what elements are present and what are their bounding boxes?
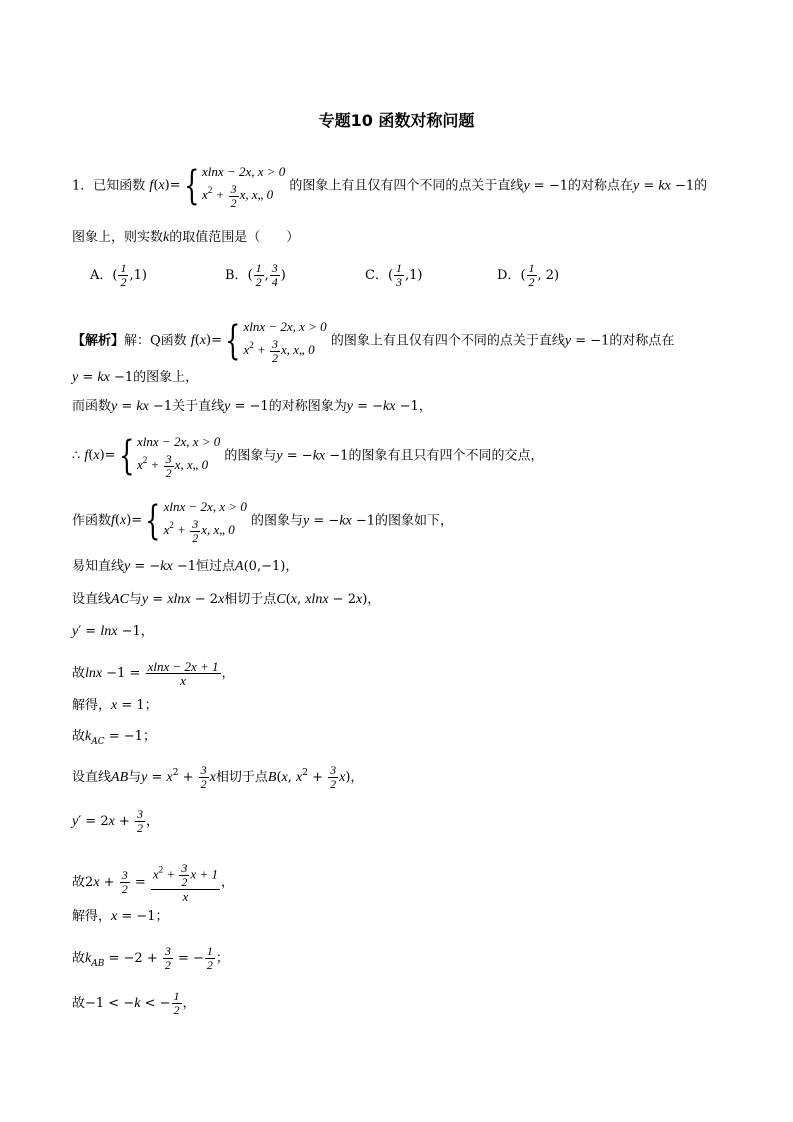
question-1-line-2: 图象上，则实数k的取值范围是（ ） — [72, 230, 300, 245]
page-title: 专题10 函数对称问题 — [318, 111, 475, 130]
solution-line-2: y = kx −1的图象上， — [72, 370, 199, 385]
solution-line-15: 解得，x = −1； — [72, 909, 169, 924]
option-c: C．( $\frac{1}{3}$ ,1) — [365, 261, 423, 289]
solution-line-17: 故−1 < −k < − $\frac{1}{2}$ ， — [72, 989, 196, 1017]
solution-line-1: 【解析】解：Q函数 f ( x )= { xlnx − 2x, x > 0 $x^2$ + $\frac{3}{2}$ x, x„ 0 的图象上有且仅有四个不同的点关于直线y = −1的对称点在 — [72, 317, 675, 365]
solution-line-14: 故2x + $\frac{3}{2}$ = $x^2$ + $\frac{3}{2}$ x + 1 x ， — [72, 861, 234, 904]
solution-line-10: 解得，x = 1； — [72, 698, 158, 713]
solution-line-16: 故$k_{AB} = -2$ + $\frac{3}{2}$ = − $\frac{1}{2}$ ； — [72, 944, 229, 972]
solution-line-4: ∴ f ( x )= { xlnx − 2x, x > 0 $x^2$ + $\frac{3}{2}$ x, x„ 0 的图象与y = −kx −1的图象有且只有四个不同的交点， — [72, 432, 544, 480]
solution-line-3: 而函数y = kx −1关于直线y = −1的对称图象为y = −kx −1， — [72, 399, 432, 414]
question-1-line-1: 1．已知函数 f ( x )= { xlnx − 2x, x > 0 $x^2$ + $\frac{3}{2}$ x, x„ 0 的图象上有且仅有四个不同的点关于直线y = −1的对称点在y = kx −1的 — [72, 162, 708, 210]
option-d: D．( $\frac{1}{2}$ , 2) — [497, 261, 560, 289]
option-a: A．( $\frac{1}{2}$ ,1) — [90, 261, 147, 289]
option-b: B．( $\frac{1}{2}$ , $\frac{3}{4}$ ) — [225, 261, 286, 289]
solution-line-9: 故lnx −1 = $\frac{xlnx - 2x + 1}{x}$ ， — [72, 659, 235, 688]
solution-line-13: y′ = 2x + $\frac{3}{2}$ ， — [72, 807, 160, 835]
solution-line-11: 故$k_{AC} = -1$； — [72, 729, 156, 747]
solution-line-7: 设直线AC与y = xlnx − 2x相切于点C(x, xlnx − 2x)， — [72, 592, 381, 607]
solution-line-12: 设直线AB与$y = x^2$ + $\frac{3}{2}$ x相切于点B(x, $x^2$ + $\frac{3}{2}$ x)， — [72, 763, 364, 791]
solution-line-5: 作函数 f ( x )= { xlnx − 2x, x > 0 $x^2$ + $\frac{3}{2}$ x, x„ 0 的图象与y = −kx −1的图象如下， — [72, 497, 454, 545]
solution-line-8: y′ = lnx −1， — [72, 624, 154, 639]
solution-line-6: 易知直线y = −kx −1恒过点A(0,−1)， — [72, 559, 299, 574]
